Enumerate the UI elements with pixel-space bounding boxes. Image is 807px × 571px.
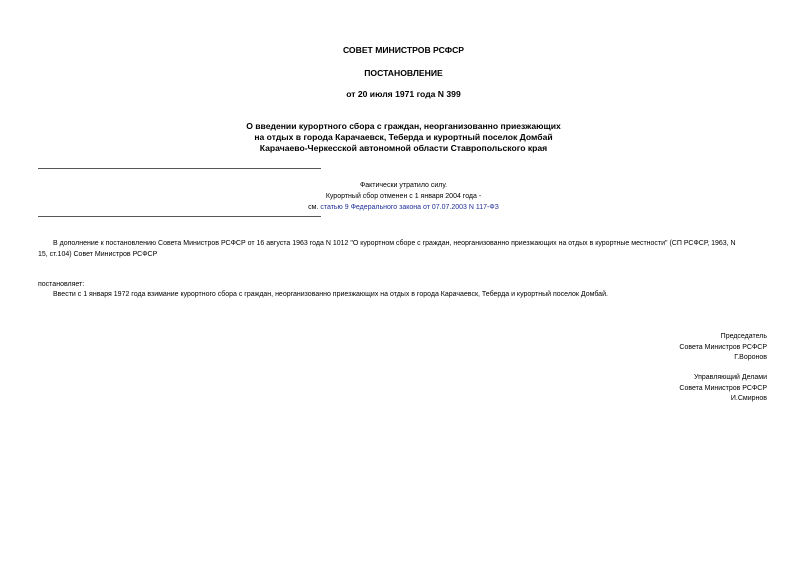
signature-role: Председатель (720, 333, 767, 340)
signature-chairman (679, 332, 767, 364)
document-title (0, 121, 807, 154)
resolution-paragraph: Ввести с 1 января 1972 года взимание курортного сбора с граждан, неорганизованно приезжающих на отдых в города Карачаевск, Теберда и курортный поселок Домбай. (53, 291, 608, 298)
signature-role: Управляющий Делами (693, 374, 767, 381)
signature-manager (679, 373, 767, 405)
status-note (0, 180, 807, 213)
status-line-1: Фактически утратило силу. (359, 182, 448, 189)
document-type-heading: ПОСТАНОВЛЕНИЕ (364, 68, 443, 78)
intro-line-1: В дополнение к постановлению Совета Министров РСФСР от 16 августа 1963 года N 1012 "О курортном сборе с граждан, неорганизованно приезжающих на отдых в курортные местности" (СП РСФСР, 1963, N (53, 240, 736, 247)
document-date: от 20 июля 1971 года N 399 (346, 89, 461, 99)
title-line-2: на отдых в города Карачаевск, Теберда и курортный поселок Домбай (254, 132, 553, 142)
signature-name: Г.Воронов (734, 354, 767, 361)
status-line-3 (0, 202, 807, 213)
title-line-3: Карачаево-Черкесской автономной области Ставропольского края (259, 143, 548, 153)
signature-org: Совета Министров РСФСР (679, 384, 767, 392)
intro-line-2: 15, ст.104) Совет Министров РСФСР (38, 250, 158, 258)
intro-paragraph (38, 239, 768, 260)
resolves-label: постановляет: (38, 281, 85, 288)
top-divider (38, 168, 321, 169)
status-prefix: см. (308, 204, 319, 211)
bottom-divider (38, 216, 321, 217)
issuer-heading: СОВЕТ МИНИСТРОВ РСФСР (342, 45, 465, 55)
federal-law-link[interactable]: статью 9 Федерального закона от 07.07.2003 N 117-ФЗ (320, 204, 499, 211)
signature-name: И.Смирнов (730, 395, 767, 402)
signature-org: Совета Министров РСФСР (679, 343, 767, 351)
title-line-1: О введении курортного сбора с граждан, неорганизованно приезжающих (246, 121, 561, 131)
status-line-2: Курортный сбор отменен с 1 января 2004 года - (325, 193, 482, 200)
